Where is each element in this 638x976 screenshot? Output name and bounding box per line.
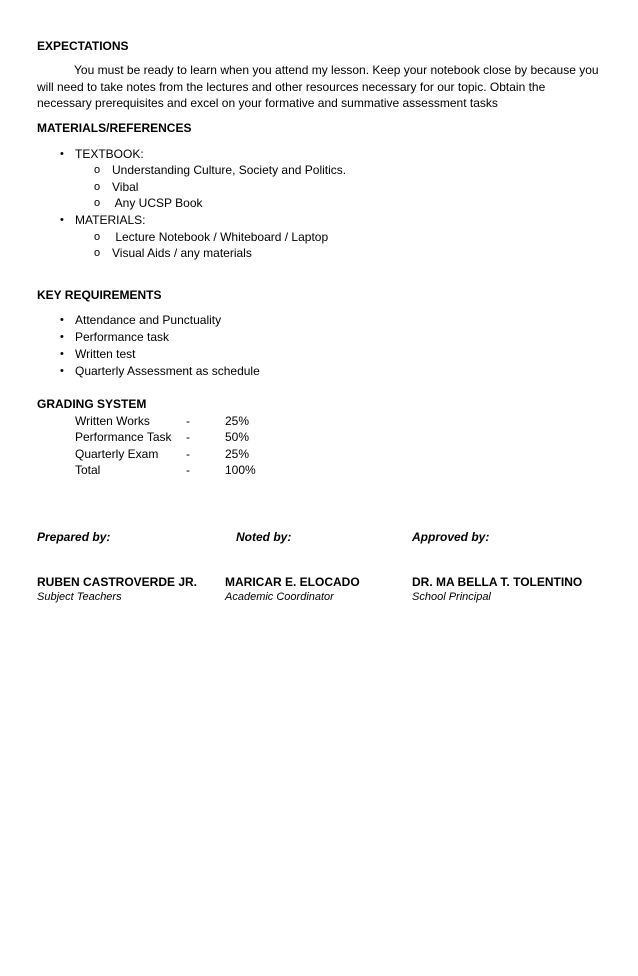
grading-row-value: 50% bbox=[225, 430, 250, 444]
bullet-icon: • bbox=[60, 214, 64, 226]
grading-row-label: Quarterly Exam bbox=[75, 447, 159, 461]
approved-by-title: School Principal bbox=[412, 591, 491, 603]
noted-by-label: Noted by: bbox=[236, 530, 292, 544]
prepared-by-title: Subject Teachers bbox=[37, 591, 122, 603]
bullet-icon: • bbox=[60, 148, 64, 160]
textbook-item: Vibal bbox=[112, 180, 139, 194]
textbook-label: TEXTBOOK: bbox=[75, 147, 144, 161]
requirement-item: Written test bbox=[75, 347, 136, 361]
bullet-icon: • bbox=[60, 331, 64, 343]
expectations-paragraph bbox=[37, 62, 602, 112]
expectations-heading: EXPECTATIONS bbox=[37, 39, 129, 53]
key-requirements-heading: KEY REQUIREMENTS bbox=[37, 288, 162, 302]
materials-label: MATERIALS: bbox=[75, 213, 146, 227]
noted-by-name: MARICAR E. ELOCADO bbox=[225, 575, 360, 589]
approved-by-name: DR. MA BELLA T. TOLENTINO bbox=[412, 575, 583, 589]
prepared-by-label: Prepared by: bbox=[37, 530, 111, 544]
grading-row-label: Written Works bbox=[75, 414, 150, 428]
textbook-item: Understanding Culture, Society and Politics. bbox=[112, 163, 347, 177]
grading-row-value: 25% bbox=[225, 447, 250, 461]
noted-by-title: Academic Coordinator bbox=[225, 591, 334, 603]
textbook-item: Any UCSP Book bbox=[112, 196, 203, 210]
materials-item: Lecture Notebook / Whiteboard / Laptop bbox=[112, 230, 329, 244]
grading-row-dash: - bbox=[186, 430, 190, 444]
grading-heading: GRADING SYSTEM bbox=[37, 397, 147, 411]
requirement-item: Attendance and Punctuality bbox=[75, 313, 222, 327]
grading-row-value: 100% bbox=[225, 463, 256, 477]
sub-bullet-icon: o bbox=[94, 231, 101, 243]
materials-heading: MATERIALS/REFERENCES bbox=[37, 121, 192, 135]
materials-item: Visual Aids / any materials bbox=[112, 246, 252, 260]
requirement-item: Quarterly Assessment as schedule bbox=[75, 364, 260, 378]
grading-row-dash: - bbox=[186, 463, 190, 477]
grading-row-dash: - bbox=[186, 447, 190, 461]
grading-row-label: Performance Task bbox=[75, 430, 172, 444]
bullet-icon: • bbox=[60, 365, 64, 377]
bullet-icon: • bbox=[60, 314, 64, 326]
grading-row-label: Total bbox=[75, 463, 101, 477]
sub-bullet-icon: o bbox=[94, 247, 101, 259]
prepared-by-name: RUBEN CASTROVERDE JR. bbox=[37, 575, 198, 589]
requirement-item: Performance task bbox=[75, 330, 170, 344]
sub-bullet-icon: o bbox=[94, 164, 101, 176]
grading-row-value: 25% bbox=[225, 414, 250, 428]
bullet-icon: • bbox=[60, 348, 64, 360]
approved-by-label: Approved by: bbox=[412, 530, 490, 544]
sub-bullet-icon: o bbox=[94, 197, 101, 209]
expectations-text: You must be ready to learn when you attend my lesson. Keep your notebook close by because you will need to take notes from the lectures and other resources necessary for our topic. Obtain the necessary prerequisites and excel on your formative and summative assessment tasks bbox=[37, 63, 599, 110]
sub-bullet-icon: o bbox=[94, 181, 101, 193]
grading-row-dash: - bbox=[186, 414, 190, 428]
